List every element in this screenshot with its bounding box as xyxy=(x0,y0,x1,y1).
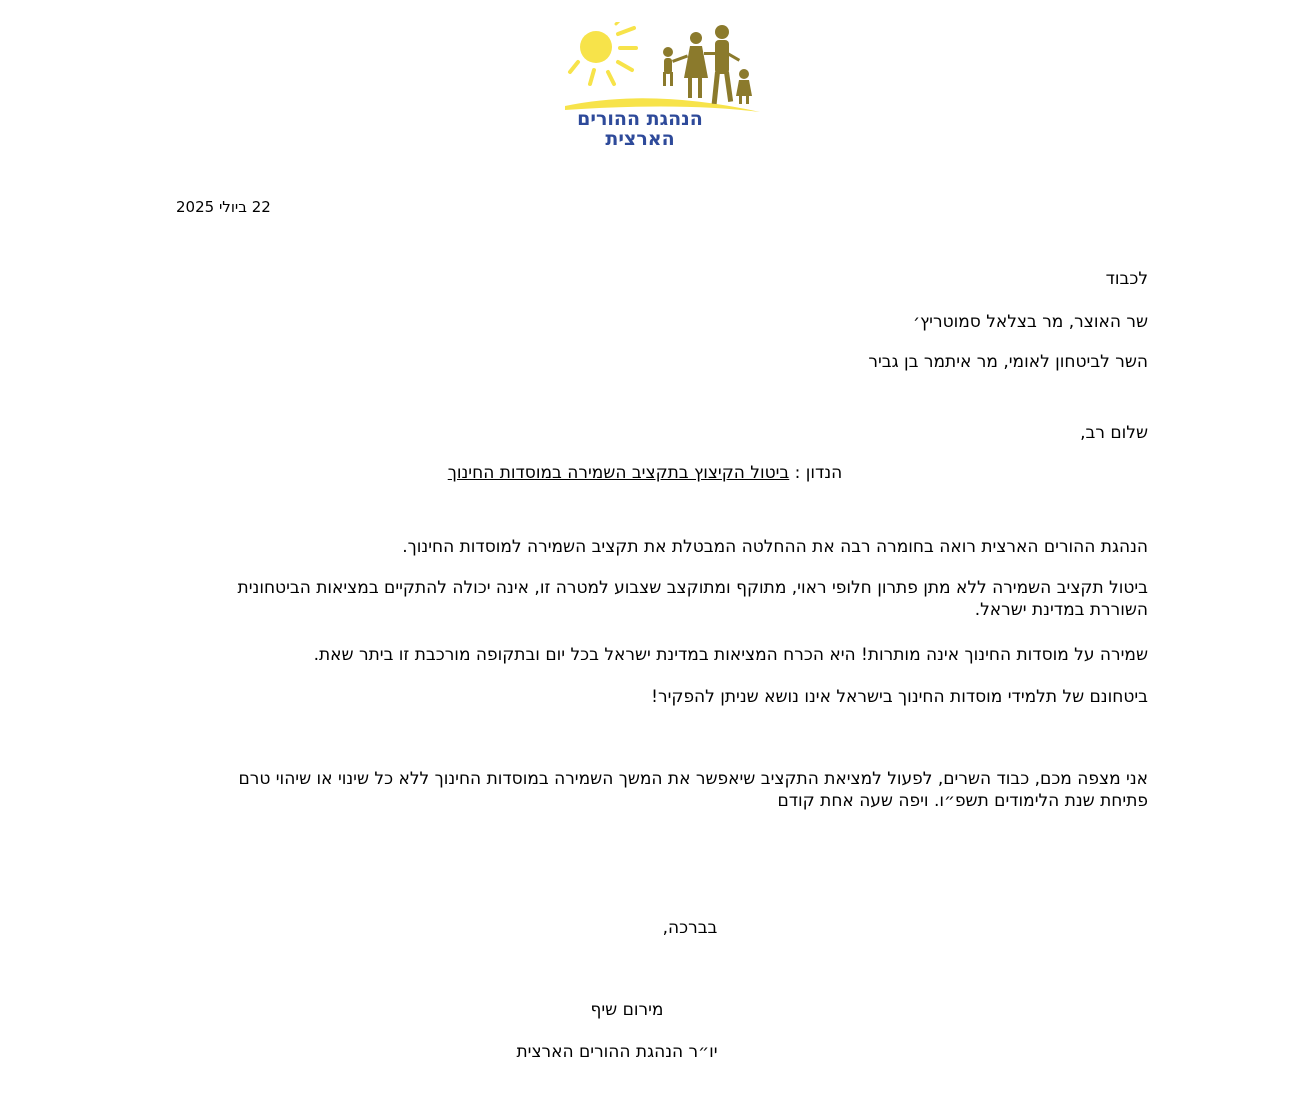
closing: בברכה, xyxy=(662,918,718,938)
body-paragraph-5: אני מצפה מכם, כבוד השרים, לפעול למציאת התקציב שיאפשר את המשך השמירה במוסדות החינוך ללא כל שינוי או שיהוי טרם פתיחת שנת הלימודים תשפ״ו. ויפה שעה אחת קודם xyxy=(238,769,1148,811)
subject-text: ביטול הקיצוץ בתקציב השמירה במוסדות החינוך xyxy=(447,463,790,483)
recipient-line-2: השר לביטחון לאומי, מר איתמר בן גביר xyxy=(868,352,1148,372)
body-paragraph-1: הנהגת ההורים הארצית רואה בחומרה רבה את ההחלטה המבטלת את תקציב השמירה למוסדות החינוך. xyxy=(402,537,1148,557)
body-paragraph-2: ביטול תקציב השמירה ללא מתן פתרון חלופי ראוי, מתוקף ומתוקצב שצבוע למטרה זו, אינה יכולה להתקיים במציאות הביטחונית השוררת במדינת ישראל. xyxy=(237,578,1148,620)
body-paragraph-4: ביטחונם של תלמידי מוסדות החינוך בישראל אינו נושא שניתן להפקיר! xyxy=(651,687,1148,707)
logo-text-line1: הנהגת ההורים xyxy=(577,108,703,130)
signature-title: יו״ר הנהגת ההורים הארצית xyxy=(516,1042,718,1062)
signature-name: מירום שיף xyxy=(590,1000,664,1020)
organization-logo xyxy=(560,22,770,152)
subject-line xyxy=(380,463,910,483)
subject-label: הנדון : xyxy=(794,463,843,483)
body-paragraph-3: שמירה על מוסדות החינוך אינה מותרות! היא הכרח המציאות במדינת ישראל בכל יום ובתקופה מורכבת זו ביתר שאת. xyxy=(313,645,1148,665)
logo-text-line2: הארצית xyxy=(605,128,675,150)
greeting: שלום רב, xyxy=(1080,423,1148,443)
letter-date: 22 ביולי 2025 xyxy=(176,198,271,216)
salutation: לכבוד xyxy=(1105,269,1148,289)
recipient-line-1: שר האוצר, מר בצלאל סמוטריץ׳ xyxy=(912,312,1148,332)
